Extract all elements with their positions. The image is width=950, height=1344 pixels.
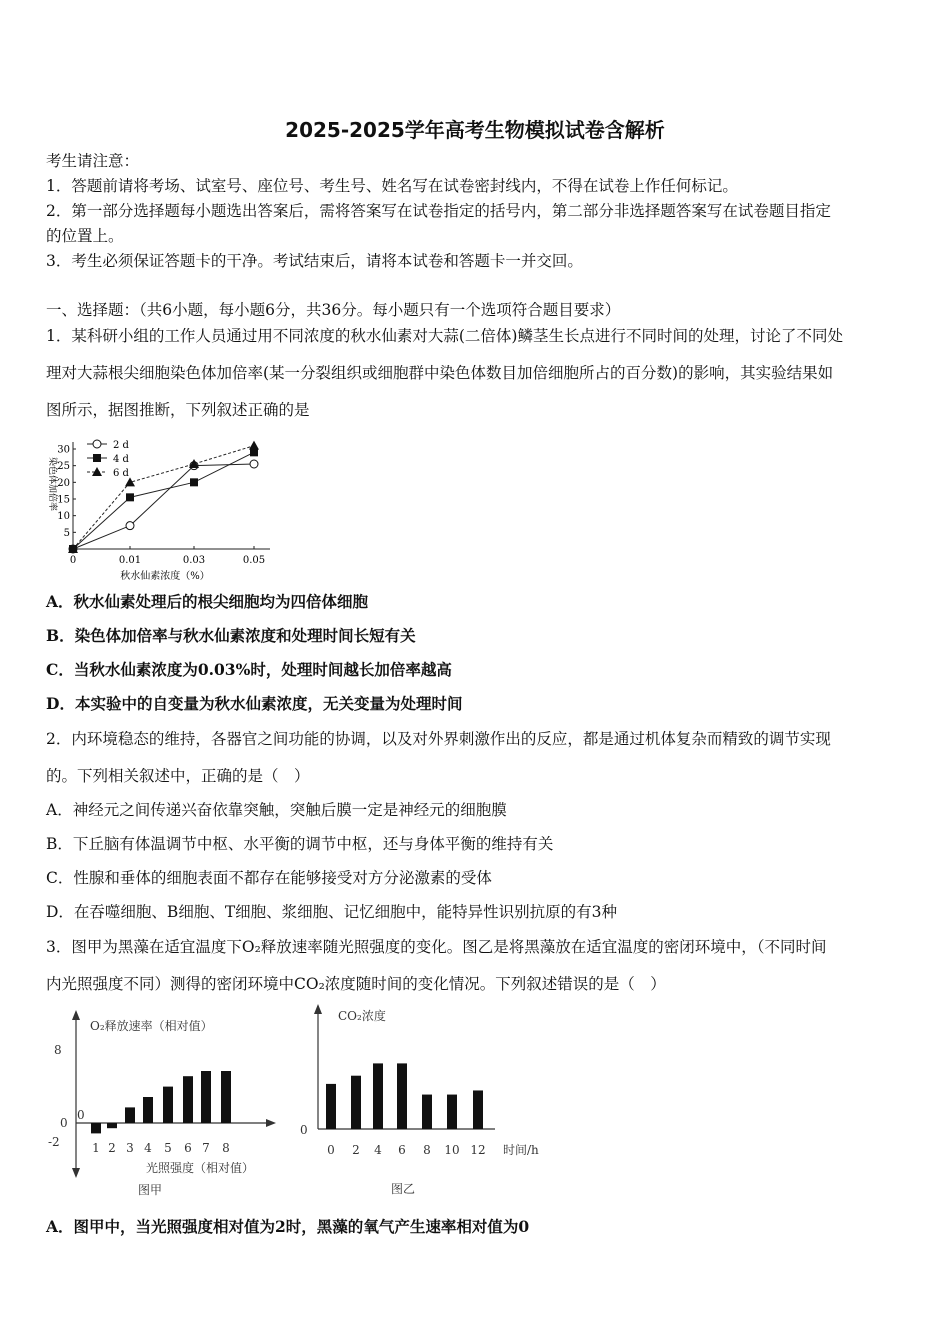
chart-x-tick-label: 6: [398, 1143, 406, 1157]
chart-x-tick-label: 2: [108, 1141, 116, 1155]
legend-label: 6 d: [113, 468, 129, 479]
chart-point: [249, 441, 259, 450]
chart-y-tick-label: 25: [57, 461, 70, 473]
chart-point: [126, 493, 134, 501]
chart-x-axis-label: 光照强度（相对值）: [146, 1161, 255, 1175]
chart-bar: [326, 1084, 336, 1129]
question-1-text: 图所示，据图推断，下列叙述正确的是: [46, 401, 310, 419]
chart-y-tick-label: 15: [57, 494, 70, 506]
chart-y-tick-label: 0: [300, 1123, 308, 1137]
chart-bar: [183, 1076, 193, 1123]
chart-series-line: [73, 452, 254, 549]
question-1-text: 1．某科研小组的工作人员通过用不同浓度的秋水仙素对大蒜(二倍体)鳞茎生长点进行不同时间的处理，讨论了不同处: [46, 327, 843, 345]
chart-x-tick-label: 10: [444, 1143, 460, 1157]
arrow-icon: [266, 1119, 276, 1127]
question-3-text: 3．图甲为黑藻在适宜温度下O₂释放速率随光照强度的变化。图乙是将黑藻放在适宜温度的密闭环境中，（不同时间: [46, 938, 827, 956]
chart-x-tick-label: 1: [92, 1141, 100, 1155]
chart-bar: [351, 1076, 361, 1129]
option-d: D．本实验中的自变量为秋水仙素浓度，无关变量为处理时间: [46, 694, 463, 713]
chart-y-tick-label: 5: [63, 527, 70, 539]
option-d: D．在吞噬细胞、B细胞、T细胞、浆细胞、记忆细胞中，能特异性识别抗原的有3种: [46, 903, 618, 921]
chart-series-line: [73, 464, 254, 549]
arrow-icon: [314, 1004, 322, 1014]
option-b: B．染色体加倍率与秋水仙素浓度和处理时间长短有关: [46, 626, 416, 645]
chart-y-tick-label: 30: [57, 444, 70, 456]
chart-x-tick-label: 4: [374, 1143, 382, 1157]
question-1-text: 理对大蒜根尖细胞染色体加倍率(某一分裂组织或细胞群中染色体数目加倍细胞所占的百分数)的影响，其实验结果如: [46, 364, 834, 382]
chart-x-tick-label: 0.01: [118, 555, 142, 566]
chart-title: CO₂浓度: [338, 1009, 386, 1023]
chart-zero-label: 0: [77, 1108, 85, 1122]
chart-caption: 图乙: [390, 1182, 416, 1196]
chart-caption: 图甲: [137, 1183, 163, 1197]
chart-bar: [91, 1123, 101, 1133]
chart-point: [93, 440, 101, 448]
legend-label: 4 d: [113, 454, 129, 465]
option-a: A．图甲中，当光照强度相对值为2时，黑藻的氧气产生速率相对值为0: [46, 1217, 530, 1236]
chart-x-tick-label: 5: [164, 1141, 172, 1155]
notice-item: 2．第一部分选择题每小题选出答案后，需将答案写在试卷指定的括号内，第二部分非选择题答案写在试卷题目指定: [46, 202, 831, 220]
chart-x-axis-label: 秋水仙素浓度（%）: [120, 571, 210, 582]
question-3-text: 内光照强度不同）测得的密闭环境中CO₂浓度随时间的变化情况。下列叙述错误的是（ ）: [46, 975, 666, 993]
chart-bar: [422, 1095, 432, 1129]
chart-bar: [163, 1087, 173, 1123]
notice-item: 1．答题前请将考场、试室号、座位号、考生号、姓名写在试卷密封线内，不得在试卷上作任何标记。: [46, 177, 738, 195]
notice-item: 3．考生必须保证答题卡的干净。考试结束后，请将本试卷和答题卡一并交回。: [46, 252, 583, 270]
chart-bar: [143, 1097, 153, 1123]
chart-y-axis-label: 染色体加倍率: [47, 456, 57, 512]
chart-x-tick-label: 3: [126, 1141, 134, 1155]
question-2-text: 的。下列相关叙述中，正确的是（ ）: [46, 767, 310, 785]
chart-bar: [447, 1095, 457, 1129]
chart-y-tick-label: 0: [60, 1116, 68, 1130]
page-title: 2025-2025学年高考生物模拟试卷含解析: [285, 118, 665, 142]
option-b: B．下丘脑有体温调节中枢、水平衡的调节中枢，还与身体平衡的维持有关: [46, 835, 554, 853]
chart-x-tick-label: 0.05: [242, 555, 266, 566]
figure-1-line-chart: [40, 432, 290, 587]
chart-bar: [221, 1071, 231, 1123]
chart-x-tick-label: 8: [222, 1141, 230, 1155]
chart-x-tick-label: 0: [69, 555, 77, 566]
chart-x-axis-label: 时间/h: [503, 1143, 539, 1157]
chart-bar: [397, 1063, 407, 1129]
figure-yi-bar-chart: [290, 1000, 560, 1203]
chart-y-tick-label: -2: [48, 1135, 60, 1149]
legend-label: 2 d: [113, 440, 129, 451]
chart-bar: [473, 1090, 483, 1129]
chart-y-tick-label: 8: [54, 1043, 62, 1057]
notice-item: 的位置上。: [46, 227, 124, 245]
chart-point: [190, 478, 198, 486]
figure-jia-bar-chart: [40, 1008, 290, 1203]
arrow-icon: [72, 1168, 80, 1178]
option-c: C．性腺和垂体的细胞表面不都存在能够接受对方分泌激素的受体: [46, 869, 492, 887]
chart-title: O₂释放速率（相对值）: [90, 1019, 213, 1033]
chart-x-tick-label: 0: [327, 1143, 335, 1157]
chart-x-tick-label: 7: [202, 1141, 210, 1155]
chart-point: [126, 522, 134, 530]
chart-bar: [125, 1107, 135, 1123]
chart-y-tick-label: 20: [57, 477, 70, 489]
chart-x-tick-label: 6: [184, 1141, 192, 1155]
chart-x-tick-label: 8: [423, 1143, 431, 1157]
option-a: A．神经元之间传递兴奋依靠突触，突触后膜一定是神经元的细胞膜: [46, 801, 507, 819]
chart-x-tick-label: 4: [144, 1141, 152, 1155]
section-heading: 一、选择题：（共6小题，每小题6分，共36分。每小题只有一个选项符合题目要求）: [46, 301, 621, 319]
chart-bar: [201, 1071, 211, 1123]
chart-bar: [373, 1063, 383, 1129]
chart-x-tick-label: 2: [352, 1143, 360, 1157]
chart-bar: [107, 1123, 117, 1128]
question-2-text: 2．内环境稳态的维持，各器官之间功能的协调，以及对外界刺激作出的反应，都是通过机体复杂而精致的调节实现: [46, 730, 831, 748]
chart-point: [250, 460, 258, 468]
chart-x-tick-label: 12: [470, 1143, 486, 1157]
option-c: C．当秋水仙素浓度为0.03%时，处理时间越长加倍率越高: [46, 660, 452, 679]
chart-point: [93, 454, 101, 462]
chart-y-tick-label: 10: [57, 511, 70, 523]
arrow-icon: [72, 1010, 80, 1020]
notice-heading: 考生请注意：: [46, 152, 140, 170]
chart-x-tick-label: 0.03: [182, 555, 206, 566]
option-a: A．秋水仙素处理后的根尖细胞均为四倍体细胞: [46, 592, 369, 611]
